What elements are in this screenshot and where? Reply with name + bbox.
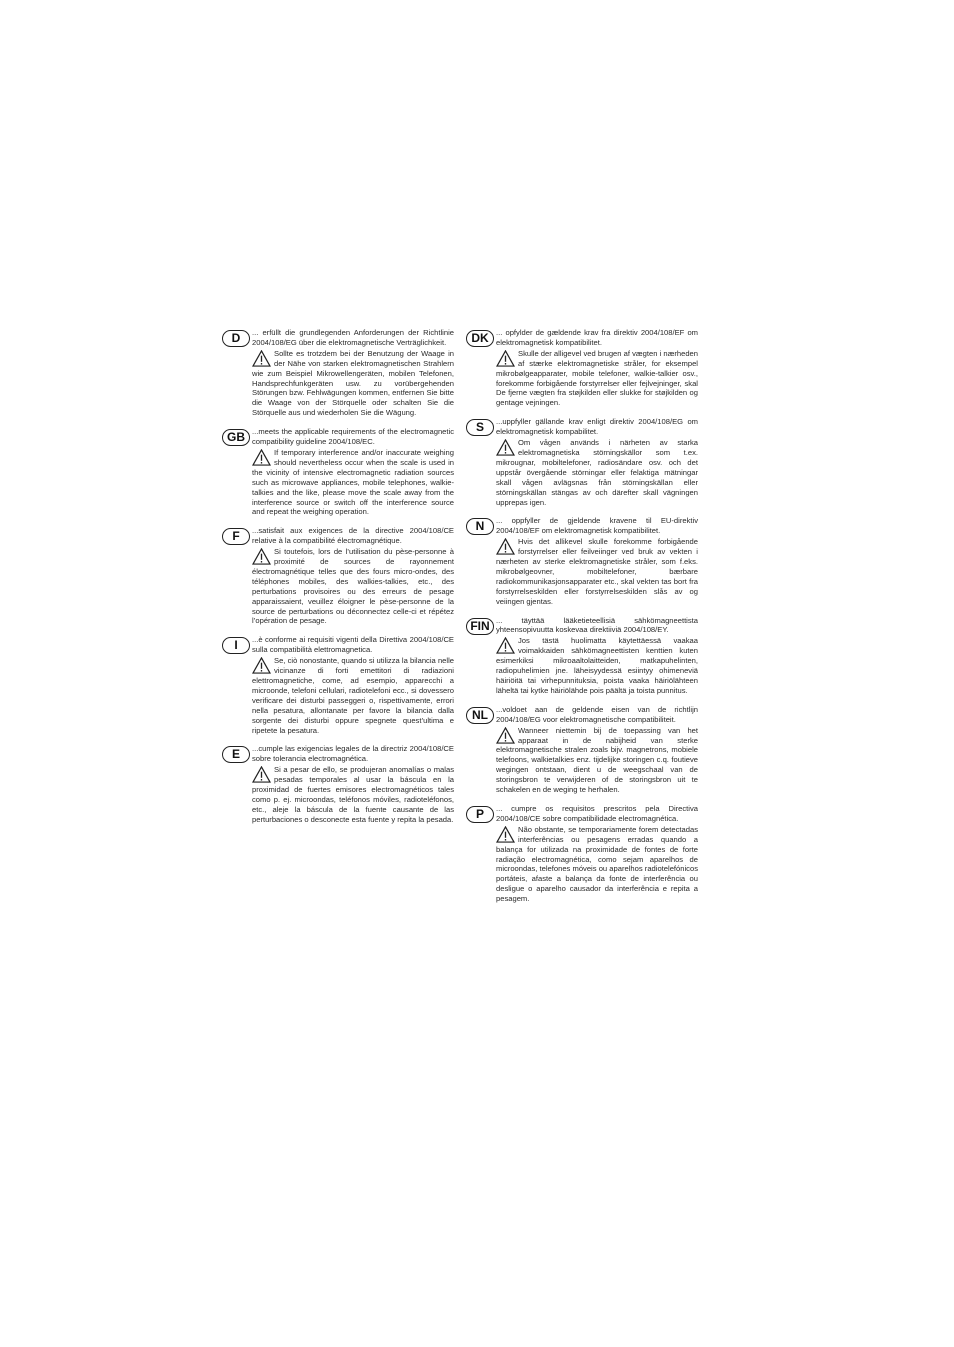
language-badge: F (222, 528, 250, 545)
warning-paragraph (496, 636, 698, 695)
warning-text: Sollte es trotzdem bei der Benutzung der Waage in der Nähe von starken elektromagnetischen Strahlern wie zum Beispiel Mikrowellengeräten, mobilen Telefonen, Handsprechfunkgeräten usw. zu vorübergehenden Störungen bzw. Fehlwägungen kommen, entfernen Sie bitte die Waage von der Störquelle oder schalten Sie die Störquelle aus und wiederholen Sie die Wägung. (252, 348, 454, 418)
section-pt (466, 804, 698, 904)
warning-paragraph (496, 349, 698, 408)
language-badge: I (222, 637, 250, 654)
section-fi (466, 616, 698, 696)
conformity-statement: ...voldoet aan de geldende eisen van de richtlijn 2004/108/EG voor elektromagnetische compatibiliteit. (496, 704, 698, 724)
left-column (222, 328, 454, 834)
warning-triangle-icon (496, 538, 515, 555)
right-column (466, 328, 698, 913)
warning-text: Jos tästä huolimatta käytettäessä vaakaa voimakkaiden sähkömagneettisten kenttien kuten esimerkiksi mikroaaltolaitteiden, matkapuhelinten, radiopuhelimien jne. läheisyydessä esiintyy ohimeneviä häiriöitä tai virhepunnituksia, poista vaaka häiriölähteen läheltä tai kytke häiriölähde pois päältä ja toista punnitus. (496, 636, 698, 695)
warning-paragraph (496, 438, 698, 507)
warning-triangle-icon (252, 548, 271, 565)
conformity-statement: ... täyttää lääketieteellisiä sähkömagneettista yhteensopivuutta koskevaa direktiiviä 2004/108/EY. (496, 615, 698, 635)
warning-text: Hvis det allikevel skulle forekomme forbigående forstyrrelser eller feilveiinger ved bruk av vekten i nærheten av sterke elektromagnetiske stråler, som f.eks. mikrobølgeovner, mobiltelefoner, bærbare radiokommunikasjonsapparater etc., skal vekten tas bort fra forstyrrelseskilden eller forstyrrelseskilden slås av og veiingen gjentas. (496, 537, 698, 606)
language-badge: S (466, 419, 494, 436)
warning-triangle-icon (496, 637, 515, 654)
language-badge: E (222, 746, 250, 763)
warning-paragraph (252, 349, 454, 418)
language-badge: D (222, 330, 250, 347)
warning-triangle-icon (496, 826, 515, 843)
language-badge: NL (466, 707, 494, 724)
language-badge: DK (466, 330, 494, 347)
warning-triangle-icon (496, 350, 515, 367)
section-it (222, 635, 454, 735)
warning-paragraph (252, 765, 454, 824)
conformity-statement: ...uppfyller gällande krav enligt direktiv 2004/108/EG om elektromagnetisk kompabilitet. (496, 417, 698, 437)
warning-text: Se, ciò nonostante, quando si utilizza la bilancia nelle vicinanze di forti emettitori di radiazioni elettromagnetiche, come, ad esempio, apparecchi a microonde, telefoni cellulari, radiotelefoni ecc., si dovessero verificare dei disturbi passeggeri o, rispettivamente, errori nella pesatura, allontanate per favore la bilancia dalla sorgente dei disturbi oppure spegnete quest’ultima e ripetete la pesatura. (252, 656, 454, 735)
warning-text: Não obstante, se temporariamente forem detectadas interferências ou pesagens erradas quando a balança for utilizada na proximidade de fontes de forte radiação electromagnética, como sejam aparelhos de microondas, telefones móveis ou aparelhos radiotelefónicos portáteis, afaste a balança da fonte de interferência ou desligue o aparelho causador da interferência e repita a pesagem. (496, 824, 698, 904)
warning-triangle-icon (252, 350, 271, 367)
section-no (466, 516, 698, 606)
section-se (466, 417, 698, 507)
conformity-statement: ...meets the applicable requirements of the electromagnetic compatibility guideline 2004/108/EC. (252, 427, 454, 447)
warning-text: Skulle der alligevel ved brugen af vægten i nærheden af stærke elektromagnetiske stråler, for eksempel mikrobølgeapparater, mobile telefoner, walkie-talkier osv., forekomme forbigående forstyrrelser eller fejlvejninger, skal De fjerne vægten fra støjkilden eller slukke for støjkilden og gentage vejningen. (496, 348, 698, 408)
section-dk (466, 328, 698, 408)
conformity-statement: ... opfylder de gældende krav fra direktiv 2004/108/EF om elektromagnetisk kompatibilitet. (496, 328, 698, 347)
warning-triangle-icon (252, 449, 271, 466)
warning-paragraph (496, 825, 698, 904)
section-nl (466, 705, 698, 795)
conformity-statement: ...satisfait aux exigences de la directive 2004/108/CE relative à la compatibilité électromagnétique. (252, 526, 454, 546)
conformity-statement: ... oppfyller de gjeldende kravene til EU-direktiv 2004/108/EF om elektromagnetisk kompatibilitet. (496, 516, 698, 536)
section-gb (222, 427, 454, 517)
warning-paragraph (252, 448, 454, 517)
warning-text: Si a pesar de ello, se produjeran anomalías o malas pesadas temporales al usar la báscula en la proximidad de fuertes emisores electromagnéticos tales como p. ej. microondas, teléfonos móviles, radioteléfonos, etc., aleje la báscula de la fuente causante de las perturbaciones o desconecte esta fuente y repita la pesada. (252, 765, 454, 824)
warning-text: Om vågen används i närheten av starka elektromagnetiska störningskällor som t.ex. mikrougnar, mobiltelefoner, radiosändare osv. och det uppstår övergående störningar eller felaktiga mätningar skall vågen avlägsnas från störningskällan eller störningskällan stängas av och därefter skall vägningen upprepas igen. (496, 438, 698, 507)
warning-text: Wanneer niettemin bij de toepassing van het apparaat in de nabijheid van sterke elektromagnetische stralen zoals bijv. magnetrons, mobiele telefoons, walkietalkies enz. tijdelijke storingen c.q. foutieve wegingen ontstaan, dient u de weegschaal van de storingsbron te verwijderen of de storingsbron uit te schakelen en de weging te herhalen. (496, 725, 698, 795)
warning-paragraph (252, 656, 454, 735)
language-badge: P (466, 806, 494, 823)
warning-paragraph (252, 547, 454, 626)
conformity-statement: ... erfüllt die grundlegenden Anforderungen der Richtlinie 2004/108/EG über die elektromagnetische Verträglichkeit. (252, 328, 454, 347)
warning-triangle-icon (252, 657, 271, 674)
section-es (222, 744, 454, 824)
warning-paragraph (496, 537, 698, 606)
warning-triangle-icon (496, 439, 515, 456)
conformity-statement: ...è conforme ai requisiti vigenti della Direttiva 2004/108/CE sulla compatibilità elettromagnetica. (252, 635, 454, 655)
language-badge: GB (222, 429, 250, 446)
warning-triangle-icon (252, 766, 271, 783)
section-fr (222, 526, 454, 626)
language-badge: N (466, 518, 494, 535)
conformity-statement: ... cumpre os requisitos prescritos pela Directiva 2004/108/CE sobre compatibilidade electromagnética. (496, 803, 698, 823)
section-de (222, 328, 454, 418)
warning-triangle-icon (496, 727, 515, 744)
warning-text: Si toutefois, lors de l’utilisation du pèse-personne à proximité de sources de rayonnement électromagnétique telles que des fours micro-ondes, des téléphones mobiles, des walkies-talkies, etc., des perturbations provisoires ou des erreurs de pesage apparaissaient, veuillez éloigner le pèse-personne de la source de perturbations ou déconnectez celle-ci et répétez l’opération de pesage. (252, 547, 454, 626)
warning-paragraph (496, 726, 698, 795)
language-badge: FIN (466, 618, 494, 635)
conformity-statement: ...cumple las exigencias legales de la directriz 2004/108/CE sobre tolerancia electromagnética. (252, 744, 454, 764)
warning-text: If temporary interference and/or inaccurate weighing should nevertheless occur when the scale is used in the vicinity of intensive electromagnetic radiation sources such as microwave appliances, mobile telephones, walkie-talkies and the like, please move the scale away from the interference source or switch off the interference source and repeat the weighing operation. (252, 447, 454, 517)
